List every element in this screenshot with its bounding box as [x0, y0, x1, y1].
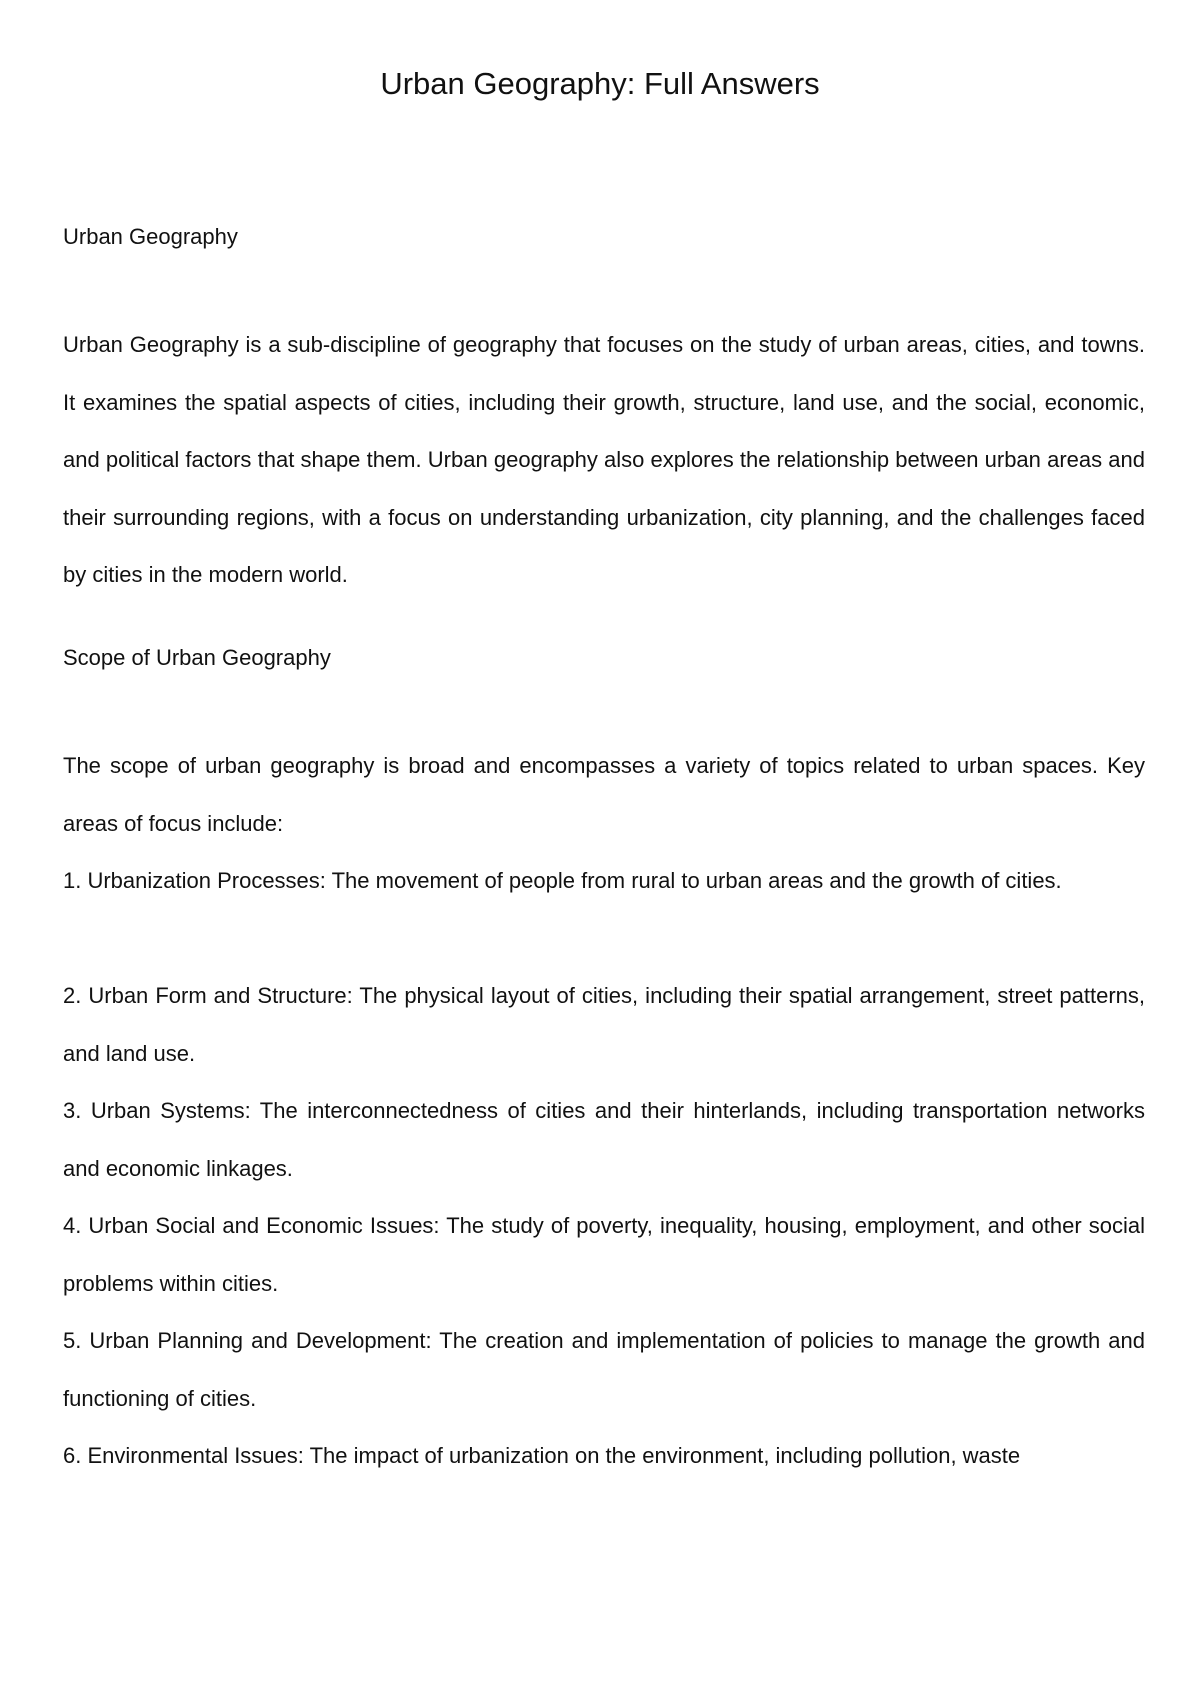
list-item: 5. Urban Planning and Development: The creation and implementation of policies to manage the growth and functioning of cities. [63, 1328, 1145, 1411]
document-title: Urban Geography: Full Answers [380, 66, 820, 101]
list-item: 4. Urban Social and Economic Issues: The study of poverty, inequality, housing, employment, and other social problems within cities. [63, 1213, 1145, 1296]
list-item: 3. Urban Systems: The interconnectedness of cities and their hinterlands, including transportation networks and economic linkages. [63, 1098, 1145, 1181]
list-item: 6. Environmental Issues: The impact of urbanization on the environment, including pollution, waste [63, 1443, 1021, 1468]
section-paragraph-definition: Urban Geography is a sub-discipline of geography that focuses on the study of urban areas, cities, and towns. It examines the spatial aspects of cities, including their growth, structure, land use, and the social, economic, and political factors that shape them. Urban geography also explores the relationship between urban areas and their surrounding regions, with a focus on understanding urbanization, city planning, and the challenges faced by cities in the modern world. [63, 332, 1145, 587]
section-heading-scope: Scope of Urban Geography [63, 645, 331, 670]
list-item: 2. Urban Form and Structure: The physical layout of cities, including their spatial arrangement, street patterns, and land use. [63, 983, 1145, 1066]
list-item: 1. Urbanization Processes: The movement of people from rural to urban areas and the growth of cities. [63, 868, 1062, 893]
section-heading-urban-geography: Urban Geography [63, 224, 238, 249]
scope-intro-paragraph: The scope of urban geography is broad and encompasses a variety of topics related to urban spaces. Key areas of focus include: [63, 753, 1145, 836]
